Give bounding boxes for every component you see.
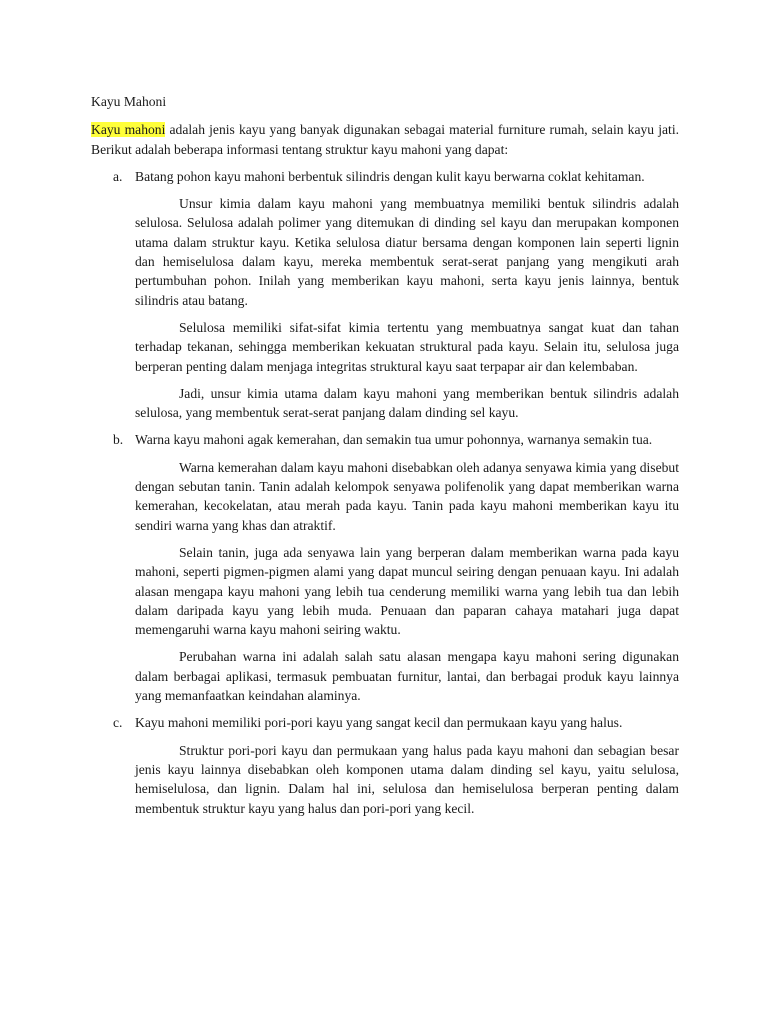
highlighted-text: Kayu mahoni — [91, 122, 166, 138]
list-item-c — [91, 713, 679, 817]
body-paragraph: Struktur pori-pori kayu dan permukaan yang halus pada kayu mahoni dan sebagian besar jenis kayu lainnya disebabkan oleh komponen utama dalam dinding sel kayu, yaitu selulosa, hemiselulosa, dan lignin. Dalam hal ini, selulosa dan hemiselulosa berperan penting dalam membentuk struktur kayu yang halus dan pori-pori yang kecil. — [135, 742, 679, 816]
body-paragraph: Selulosa memiliki sifat-sifat kimia tertentu yang membuatnya sangat kuat dan tahan terhadap tekanan, sehingga memberikan kekuatan struktural pada kayu. Selain itu, selulosa juga berperan penting dalam menjaga integritas struktural kayu saat terpapar air dan kelembaban. — [135, 319, 679, 374]
intro-text: adalah jenis kayu yang banyak digunakan sebagai material furniture rumah, selain kayu jati. Berikut adalah beberapa informasi tentang struktur kayu mahoni yang dapat: — [91, 122, 679, 157]
intro-paragraph — [91, 120, 679, 159]
list-marker: a. — [113, 168, 123, 184]
list-item-text: Kayu mahoni memiliki pori-pori kayu yang sangat kecil dan permukaan kayu yang halus. — [135, 715, 623, 731]
body-paragraph: Unsur kimia dalam kayu mahoni yang membuatnya memiliki bentuk silindris adalah selulosa. Selulosa adalah polimer yang ditemukan di dinding sel kayu dan merupakan komponen utama dalam struktur kayu. Ketika selulosa diatur bersama dengan komponen lain seperti lignin dan hemiselulosa dalam kayu, mereka membentuk serat-serat panjang yang mengikuti arah pertumbuhan pohon. Inilah yang memberikan kayu mahoni, serta kayu jenis lainnya, bentuk silindris atau batang. — [135, 196, 679, 308]
list-marker: c. — [113, 715, 123, 731]
body-paragraph: Warna kemerahan dalam kayu mahoni disebabkan oleh adanya senyawa kimia yang disebut dengan sebutan tanin. Tanin adalah kelompok senyawa polifenolik yang dapat memberikan warna kemerahan, kecokelatan, atau merah pada kayu. Tanin pada kayu mahoni memberikan kayu itu sendiri warna yang khas dan atraktif. — [135, 459, 679, 533]
list-item-text: Warna kayu mahoni agak kemerahan, dan semakin tua umur pohonnya, warnanya semakin tua. — [135, 432, 653, 448]
list-marker: b. — [113, 432, 124, 448]
body-paragraph: Jadi, unsur kimia utama dalam kayu mahoni yang memberikan bentuk silindris adalah selulosa, yang membentuk serat-serat panjang dalam dinding sel kayu. — [135, 385, 679, 421]
document-body — [91, 92, 679, 826]
list-item-text: Batang pohon kayu mahoni berbentuk silindris dengan kulit kayu berwarna coklat kehitaman. — [135, 168, 645, 184]
list-item-b — [91, 430, 679, 705]
document-title: Kayu Mahoni — [91, 94, 167, 109]
body-paragraph: Perubahan warna ini adalah salah satu alasan mengapa kayu mahoni sering digunakan dalam berbagai aplikasi, termasuk pembuatan furnitur, lantai, dan berbagai produk kayu lainnya yang memanfaatkan keindahan alaminya. — [135, 649, 679, 704]
list-item-a — [91, 167, 679, 423]
body-paragraph: Selain tanin, juga ada senyawa lain yang berperan dalam memberikan warna pada kayu mahoni, seperti pigmen-pigmen alami yang dapat muncul seiring dengan penuaan kayu. Ini adalah alasan mengapa kayu mahoni yang lebih tua cenderung memiliki warna yang lebih tua dan lebih dalam daripada kayu yang lebih muda. Penuaan dan paparan cahaya matahari juga dapat memengaruhi warna kayu mahoni seiring waktu. — [135, 544, 679, 638]
